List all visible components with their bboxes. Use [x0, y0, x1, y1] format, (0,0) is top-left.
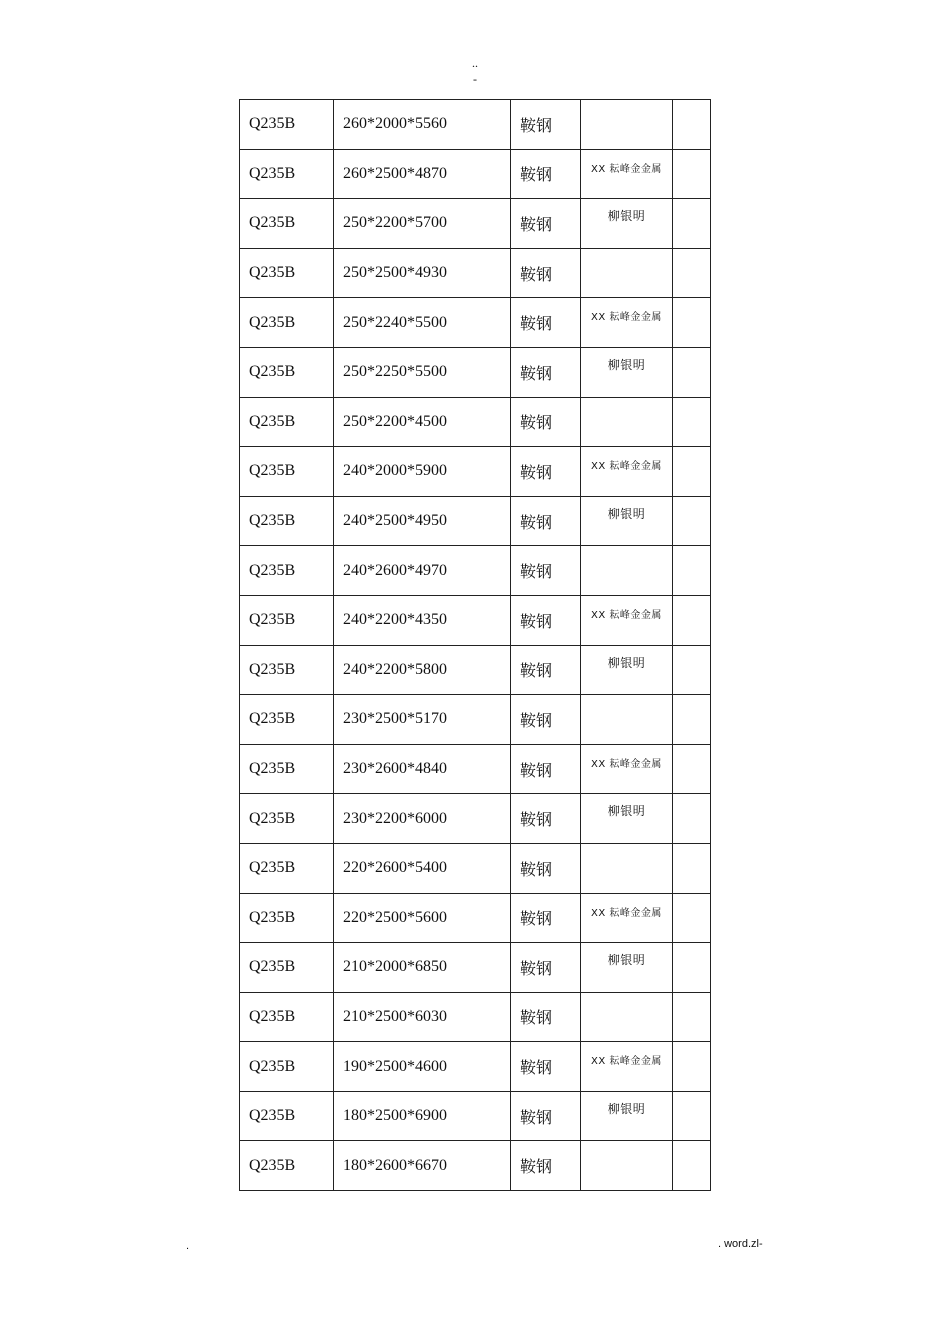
origin-cell: 鞍钢	[511, 298, 581, 348]
grade-cell: Q235B	[240, 1042, 334, 1092]
note-cell	[581, 1141, 673, 1191]
note-cell	[581, 347, 673, 397]
table-row	[240, 1141, 711, 1191]
origin-cell: 鞍钢	[511, 1091, 581, 1141]
origin-cell: 鞍钢	[511, 397, 581, 447]
empty-cell	[673, 1141, 711, 1191]
spec-cell: 250*2240*5500	[334, 298, 511, 348]
note-text	[581, 100, 672, 110]
grade-cell: Q235B	[240, 744, 334, 794]
grade-cell: Q235B	[240, 695, 334, 745]
origin-cell: 鞍钢	[511, 496, 581, 546]
grade-cell: Q235B	[240, 347, 334, 397]
note-cell	[581, 199, 673, 249]
origin-cell: 鞍钢	[511, 843, 581, 893]
header-dash: -	[473, 72, 477, 86]
empty-cell	[673, 496, 711, 546]
spec-cell: 210*2500*6030	[334, 992, 511, 1042]
note-text: 柳银明	[607, 357, 646, 372]
grade-cell: Q235B	[240, 1091, 334, 1141]
spec-cell: 240*2200*4350	[334, 595, 511, 645]
empty-cell	[673, 199, 711, 249]
origin-cell: 鞍钢	[511, 546, 581, 596]
footer-left: .	[186, 1240, 190, 1252]
note-cell	[581, 645, 673, 695]
empty-cell	[673, 695, 711, 745]
grade-cell: Q235B	[240, 100, 334, 150]
origin-cell: 鞍钢	[511, 199, 581, 249]
empty-cell	[673, 1042, 711, 1092]
note-cell	[581, 843, 673, 893]
origin-cell: 鞍钢	[511, 695, 581, 745]
note-cell	[581, 248, 673, 298]
spec-cell: 250*2200*4500	[334, 397, 511, 447]
origin-cell: 鞍钢	[511, 1042, 581, 1092]
note-cell	[581, 893, 673, 943]
table-row	[240, 149, 711, 199]
grade-cell: Q235B	[240, 149, 334, 199]
note-text: XX 耘峰金金属	[591, 609, 662, 621]
empty-cell	[673, 447, 711, 497]
note-text: XX 耘峰金金属	[591, 461, 662, 473]
spec-cell: 240*2600*4970	[334, 546, 511, 596]
spec-cell: 230*2200*6000	[334, 794, 511, 844]
empty-cell	[673, 943, 711, 993]
origin-cell: 鞍钢	[511, 943, 581, 993]
origin-cell: 鞍钢	[511, 149, 581, 199]
table-row	[240, 347, 711, 397]
note-text: 柳银明	[607, 953, 646, 968]
empty-cell	[673, 843, 711, 893]
origin-cell: 鞍钢	[511, 100, 581, 150]
table-row	[240, 744, 711, 794]
empty-cell	[673, 397, 711, 447]
grade-cell: Q235B	[240, 199, 334, 249]
spec-cell: 220*2500*5600	[334, 893, 511, 943]
empty-cell	[673, 1091, 711, 1141]
origin-cell: 鞍钢	[511, 794, 581, 844]
note-text: XX 耘峰金金属	[591, 907, 662, 919]
note-cell	[581, 1091, 673, 1141]
note-cell	[581, 1042, 673, 1092]
note-cell	[581, 546, 673, 596]
grade-cell: Q235B	[240, 943, 334, 993]
grade-cell: Q235B	[240, 496, 334, 546]
table-row	[240, 595, 711, 645]
note-cell	[581, 992, 673, 1042]
grade-cell: Q235B	[240, 447, 334, 497]
origin-cell: 鞍钢	[511, 744, 581, 794]
table-row	[240, 1091, 711, 1141]
origin-cell: 鞍钢	[511, 893, 581, 943]
table-row	[240, 248, 711, 298]
note-text	[581, 695, 672, 705]
table-row	[240, 1042, 711, 1092]
spec-cell: 260*2500*4870	[334, 149, 511, 199]
grade-cell: Q235B	[240, 1141, 334, 1191]
empty-cell	[673, 595, 711, 645]
note-text	[581, 249, 672, 259]
spec-cell: 250*2250*5500	[334, 347, 511, 397]
note-cell	[581, 943, 673, 993]
footer-right: . word.zl-	[718, 1238, 763, 1250]
note-text: 柳银明	[607, 655, 646, 670]
empty-cell	[673, 645, 711, 695]
spec-cell: 210*2000*6850	[334, 943, 511, 993]
steel-plate-table	[239, 99, 711, 1191]
grade-cell: Q235B	[240, 248, 334, 298]
table-row	[240, 397, 711, 447]
note-text: XX 耘峰金金属	[591, 163, 662, 175]
note-text	[581, 993, 672, 1003]
table-row	[240, 496, 711, 546]
table-row	[240, 794, 711, 844]
note-cell	[581, 496, 673, 546]
grade-cell: Q235B	[240, 843, 334, 893]
empty-cell	[673, 248, 711, 298]
table-row	[240, 645, 711, 695]
note-cell	[581, 149, 673, 199]
table-row	[240, 992, 711, 1042]
note-cell	[581, 744, 673, 794]
empty-cell	[673, 744, 711, 794]
table-row	[240, 843, 711, 893]
spec-cell: 240*2500*4950	[334, 496, 511, 546]
spec-cell: 240*2200*5800	[334, 645, 511, 695]
origin-cell: 鞍钢	[511, 1141, 581, 1191]
header-dots: ..	[472, 56, 478, 70]
note-text	[581, 398, 672, 408]
note-text: 柳银明	[607, 209, 646, 224]
grade-cell: Q235B	[240, 794, 334, 844]
table-row	[240, 893, 711, 943]
note-cell	[581, 397, 673, 447]
spec-cell: 240*2000*5900	[334, 447, 511, 497]
origin-cell: 鞍钢	[511, 645, 581, 695]
note-text	[581, 546, 672, 556]
origin-cell: 鞍钢	[511, 992, 581, 1042]
note-text	[581, 1141, 672, 1151]
note-text: 柳银明	[607, 1101, 646, 1116]
empty-cell	[673, 794, 711, 844]
table-row	[240, 199, 711, 249]
note-cell	[581, 447, 673, 497]
spec-cell: 230*2500*5170	[334, 695, 511, 745]
note-cell	[581, 695, 673, 745]
table-row	[240, 298, 711, 348]
empty-cell	[673, 546, 711, 596]
note-text: XX 耘峰金金属	[591, 758, 662, 770]
note-text: 柳银明	[607, 506, 646, 521]
origin-cell: 鞍钢	[511, 447, 581, 497]
grade-cell: Q235B	[240, 645, 334, 695]
table-row	[240, 447, 711, 497]
note-text: XX 耘峰金金属	[591, 1056, 662, 1068]
origin-cell: 鞍钢	[511, 248, 581, 298]
empty-cell	[673, 298, 711, 348]
spec-cell: 250*2200*5700	[334, 199, 511, 249]
empty-cell	[673, 347, 711, 397]
spec-cell: 180*2600*6670	[334, 1141, 511, 1191]
empty-cell	[673, 992, 711, 1042]
spec-cell: 230*2600*4840	[334, 744, 511, 794]
spec-cell: 190*2500*4600	[334, 1042, 511, 1092]
spec-cell: 260*2000*5560	[334, 100, 511, 150]
spec-cell: 180*2500*6900	[334, 1091, 511, 1141]
note-cell	[581, 595, 673, 645]
grade-cell: Q235B	[240, 893, 334, 943]
note-cell	[581, 100, 673, 150]
note-text: 柳银明	[607, 804, 646, 819]
origin-cell: 鞍钢	[511, 347, 581, 397]
table-row	[240, 100, 711, 150]
empty-cell	[673, 893, 711, 943]
empty-cell	[673, 149, 711, 199]
grade-cell: Q235B	[240, 595, 334, 645]
grade-cell: Q235B	[240, 298, 334, 348]
table-row	[240, 695, 711, 745]
note-cell	[581, 298, 673, 348]
note-cell	[581, 794, 673, 844]
spec-cell: 250*2500*4930	[334, 248, 511, 298]
empty-cell	[673, 100, 711, 150]
grade-cell: Q235B	[240, 397, 334, 447]
origin-cell: 鞍钢	[511, 595, 581, 645]
spec-cell: 220*2600*5400	[334, 843, 511, 893]
note-text: XX 耘峰金金属	[591, 312, 662, 324]
grade-cell: Q235B	[240, 992, 334, 1042]
grade-cell: Q235B	[240, 546, 334, 596]
table-row	[240, 546, 711, 596]
note-text	[581, 844, 672, 854]
table-row	[240, 943, 711, 993]
